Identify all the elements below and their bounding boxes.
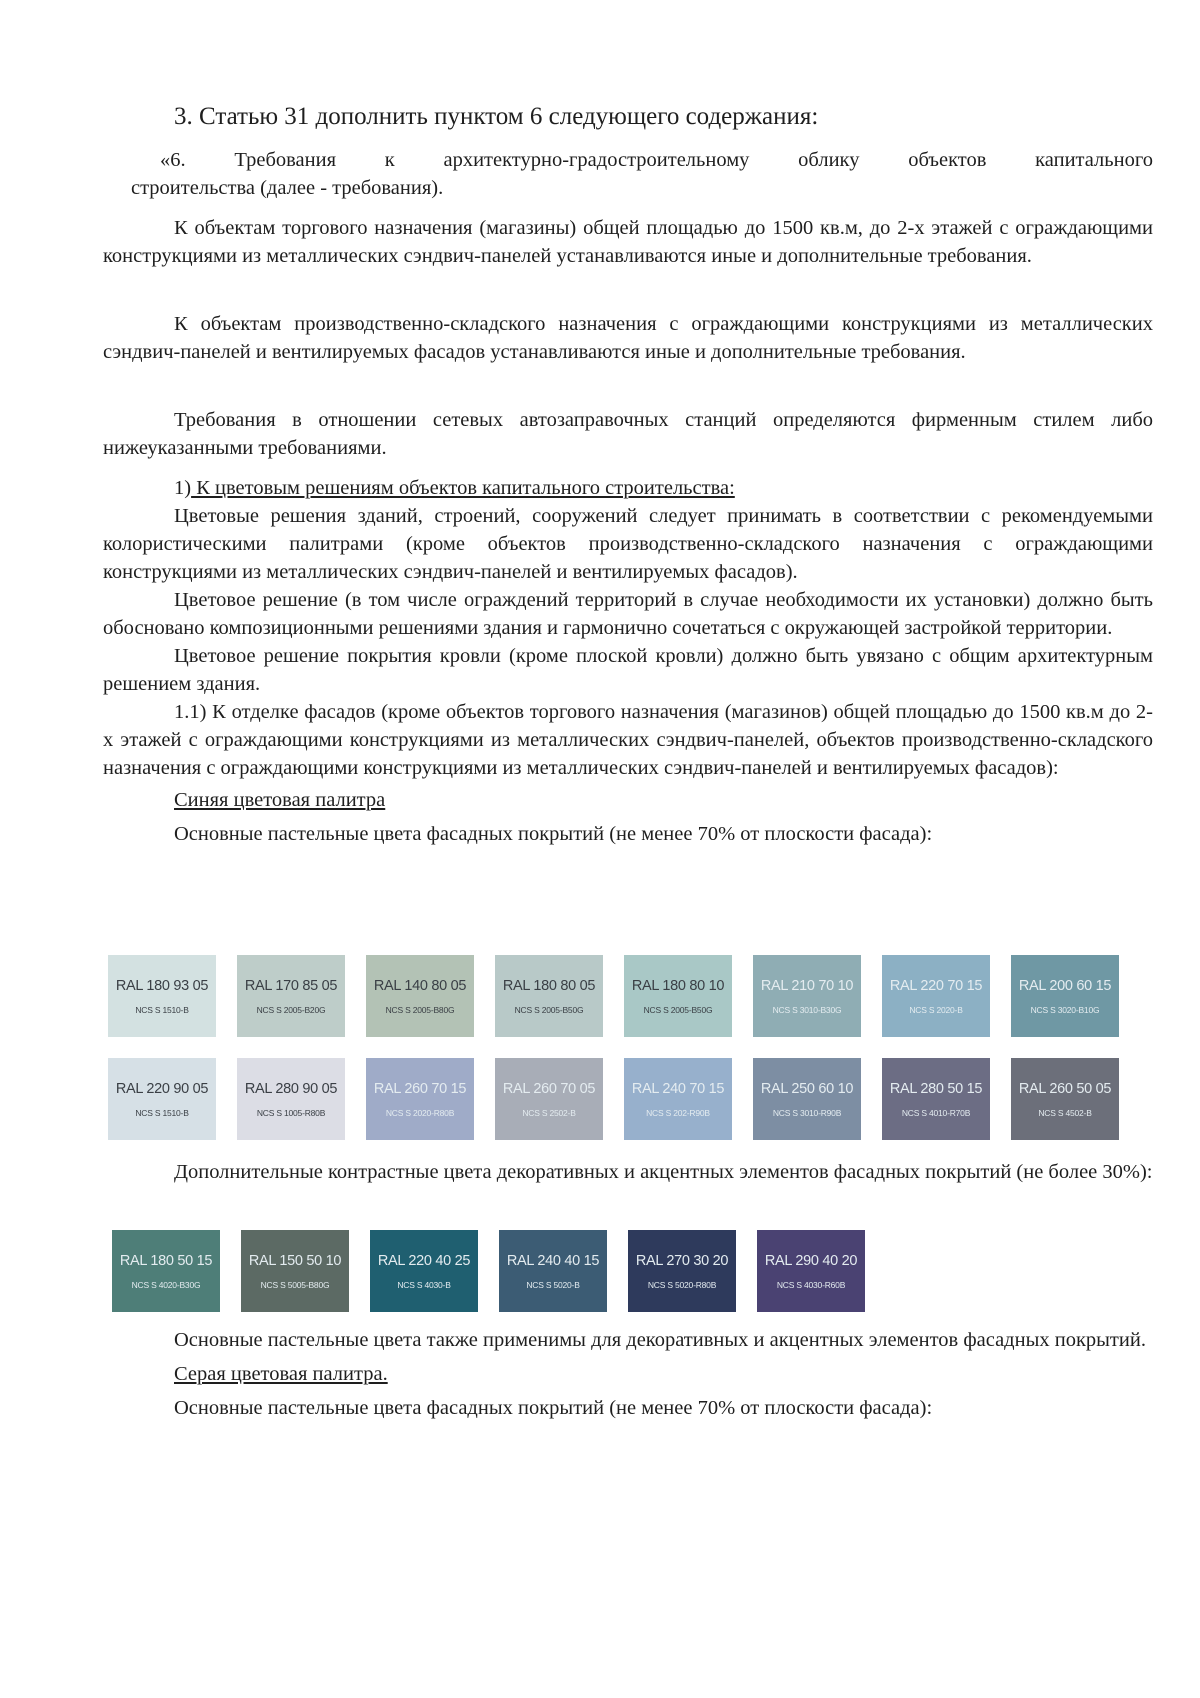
- ncs-code: NCS S 5020-R80B: [647, 1280, 717, 1290]
- color-swatch: [237, 1058, 345, 1140]
- ral-code: RAL 210 70 10: [760, 978, 854, 994]
- ral-code: RAL 280 50 15: [889, 1081, 983, 1097]
- paragraph-block: [103, 214, 1153, 270]
- paragraph-block: [103, 474, 1153, 848]
- ral-code: RAL 270 30 20: [635, 1253, 729, 1269]
- ncs-code: NCS S 2020-B: [909, 1005, 963, 1015]
- paragraph-block: [103, 406, 1153, 462]
- color-swatch: [366, 955, 474, 1037]
- ncs-code: NCS S 3010-B30G: [772, 1005, 842, 1015]
- ral-code: RAL 170 85 05: [244, 978, 338, 994]
- ral-code: RAL 240 40 15: [506, 1253, 600, 1269]
- ncs-code: NCS S 4020-B30G: [131, 1280, 201, 1290]
- ncs-code: NCS S 1510-B: [135, 1108, 189, 1118]
- color-swatch: [624, 1058, 732, 1140]
- ral-code: RAL 140 80 05: [373, 978, 467, 994]
- paragraph-line-2: строительства (далее - требования).: [131, 177, 444, 199]
- ral-code: RAL 260 70 05: [502, 1081, 596, 1097]
- swatch-row-1: [108, 955, 1119, 1037]
- paragraph-block: [103, 1326, 1153, 1422]
- ncs-code: NCS S 3010-R90B: [772, 1108, 842, 1118]
- paragraph: [103, 786, 1153, 814]
- ncs-code: NCS S 2005-B80G: [385, 1005, 455, 1015]
- ncs-code: NCS S 4030-R60B: [776, 1280, 846, 1290]
- paragraph-block: [103, 1158, 1153, 1186]
- color-swatch: [108, 955, 216, 1037]
- color-swatch: [370, 1230, 478, 1312]
- ral-code: RAL 260 50 05: [1018, 1081, 1112, 1097]
- ral-code: RAL 260 70 15: [373, 1081, 467, 1097]
- color-swatch: [1011, 1058, 1119, 1140]
- color-swatch: [757, 1230, 865, 1312]
- paragraph-color-solutions: Цветовые решения зданий, строений, сооружений следует принимать в соответствии с рекомендуемыми колористическими палитрами (кроме объектов производственно-складского назначения с ограждающими конструкциями из металлических сэндвич-панелей и вентилируемых фасадов).: [103, 505, 1153, 583]
- ral-code: RAL 180 93 05: [115, 978, 209, 994]
- color-swatch: [495, 1058, 603, 1140]
- ral-code: RAL 200 60 15: [1018, 978, 1112, 994]
- paragraph-contrast-colors: Дополнительные контрастные цвета декоративных и акцентных элементов фасадных покрытий (не более 30%):: [174, 1161, 1153, 1183]
- article-heading: 3. Статью 31 дополнить пунктом 6 следующего содержания:: [174, 103, 819, 130]
- color-swatch: [753, 1058, 861, 1140]
- paragraph-facade-finishing: 1.1) К отделке фасадов (кроме объектов торгового назначения (магазинов) общей площадью до 1500 кв.м до 2-х этажей с ограждающими конструкциями из металлических сэндвич-панелей, объектов производственно-складского назначения с ограждающими конструкциями из металлических сэндвич-панелей и вентилируемых фасадов):: [103, 701, 1153, 779]
- swatch-row-2: [108, 1058, 1119, 1140]
- subsection-title: К цветовым решениям объектов капитального строительства:: [191, 477, 735, 499]
- ral-code: RAL 280 90 05: [244, 1081, 338, 1097]
- paragraph-6-intro: [103, 146, 1153, 202]
- ncs-code: NCS S 2005-B50G: [643, 1005, 713, 1015]
- blue-palette-title: Синяя цветовая палитра: [174, 789, 386, 811]
- ncs-code: NCS S 4030-B: [397, 1280, 451, 1290]
- paragraph-warehouse-objects: К объектам производственно-складского назначения с ограждающими конструкциями из металлических сэндвич-панелей и вентилируемых фасадов устанавливаются иные и дополнительные требования.: [103, 313, 1153, 363]
- swatch-row-3: [112, 1230, 865, 1312]
- color-swatch: [112, 1230, 220, 1312]
- color-swatch: [1011, 955, 1119, 1037]
- ncs-code: NCS S 1510-B: [135, 1005, 189, 1015]
- ral-code: RAL 240 70 15: [631, 1081, 725, 1097]
- paragraph-roof: Цветовое решение покрытия кровли (кроме плоской кровли) должно быть увязано с общим архитектурным решением здания.: [103, 645, 1153, 695]
- color-swatch: [366, 1058, 474, 1140]
- ral-code: RAL 290 40 20: [764, 1253, 858, 1269]
- paragraph-block: [103, 310, 1153, 366]
- ncs-code: NCS S 4502-B: [1038, 1108, 1092, 1118]
- color-swatch: [241, 1230, 349, 1312]
- paragraph-line-1: «6. Требования к архитектурно-градостроительному облику объектов капитального: [160, 149, 1153, 171]
- ral-code: RAL 150 50 10: [248, 1253, 342, 1269]
- ral-code: RAL 180 80 05: [502, 978, 596, 994]
- paragraph-trade-objects: К объектам торгового назначения (магазины) общей площадью до 1500 кв.м, до 2-х этажей с ограждающими конструкциями из металлических сэндвич-панелей устанавливаются иные и дополнительные требования.: [103, 217, 1153, 267]
- ncs-code: NCS S 5005-B80G: [260, 1280, 330, 1290]
- ncs-code: NCS S 1005-R80B: [256, 1108, 326, 1118]
- ral-code: RAL 220 40 25: [377, 1253, 471, 1269]
- ncs-code: NCS S 4010-R70B: [901, 1108, 971, 1118]
- ncs-code: NCS S 2005-B50G: [514, 1005, 584, 1015]
- subsection-number: 1): [174, 477, 192, 499]
- main-colors-caption-2: Основные пастельные цвета фасадных покрытий (не менее 70% от плоскости фасада):: [174, 1397, 933, 1419]
- main-colors-caption: Основные пастельные цвета фасадных покрытий (не менее 70% от плоскости фасада):: [174, 823, 933, 845]
- color-swatch: [108, 1058, 216, 1140]
- grey-palette-title: Серая цветовая палитра.: [174, 1363, 388, 1385]
- color-swatch: [495, 955, 603, 1037]
- ncs-code: NCS S 3020-B10G: [1030, 1005, 1100, 1015]
- color-swatch: [237, 955, 345, 1037]
- color-swatch: [628, 1230, 736, 1312]
- paragraph: [103, 1360, 1153, 1388]
- ncs-code: NCS S 5020-B: [526, 1280, 580, 1290]
- subsection-1-title: [103, 474, 1153, 502]
- paragraph-gas-stations: Требования в отношении сетевых автозаправочных станций определяются фирменным стилем либо нижеуказанными требованиями.: [103, 409, 1153, 459]
- paragraph-pastel-applicable: Основные пастельные цвета также применимы для декоративных и акцентных элементов фасадных покрытий.: [174, 1329, 1146, 1351]
- ral-code: RAL 180 80 10: [631, 978, 725, 994]
- ral-code: RAL 250 60 10: [760, 1081, 854, 1097]
- ral-code: RAL 180 50 15: [119, 1253, 213, 1269]
- ncs-code: NCS S 2020-R80B: [385, 1108, 455, 1118]
- color-swatch: [624, 955, 732, 1037]
- color-swatch: [882, 1058, 990, 1140]
- ncs-code: NCS S 2502-B: [522, 1108, 576, 1118]
- paragraph-fences: Цветовое решение (в том числе ограждений территорий в случае необходимости их установки) должно быть обосновано композиционными решениями здания и гармонично сочетаться с окружающей застройкой территории.: [103, 589, 1153, 639]
- ral-code: RAL 220 90 05: [115, 1081, 209, 1097]
- ncs-code: NCS S 2005-B20G: [256, 1005, 326, 1015]
- color-swatch: [753, 955, 861, 1037]
- ncs-code: NCS S 202-R90B: [646, 1108, 710, 1118]
- color-swatch: [499, 1230, 607, 1312]
- color-swatch: [882, 955, 990, 1037]
- ral-code: RAL 220 70 15: [889, 978, 983, 994]
